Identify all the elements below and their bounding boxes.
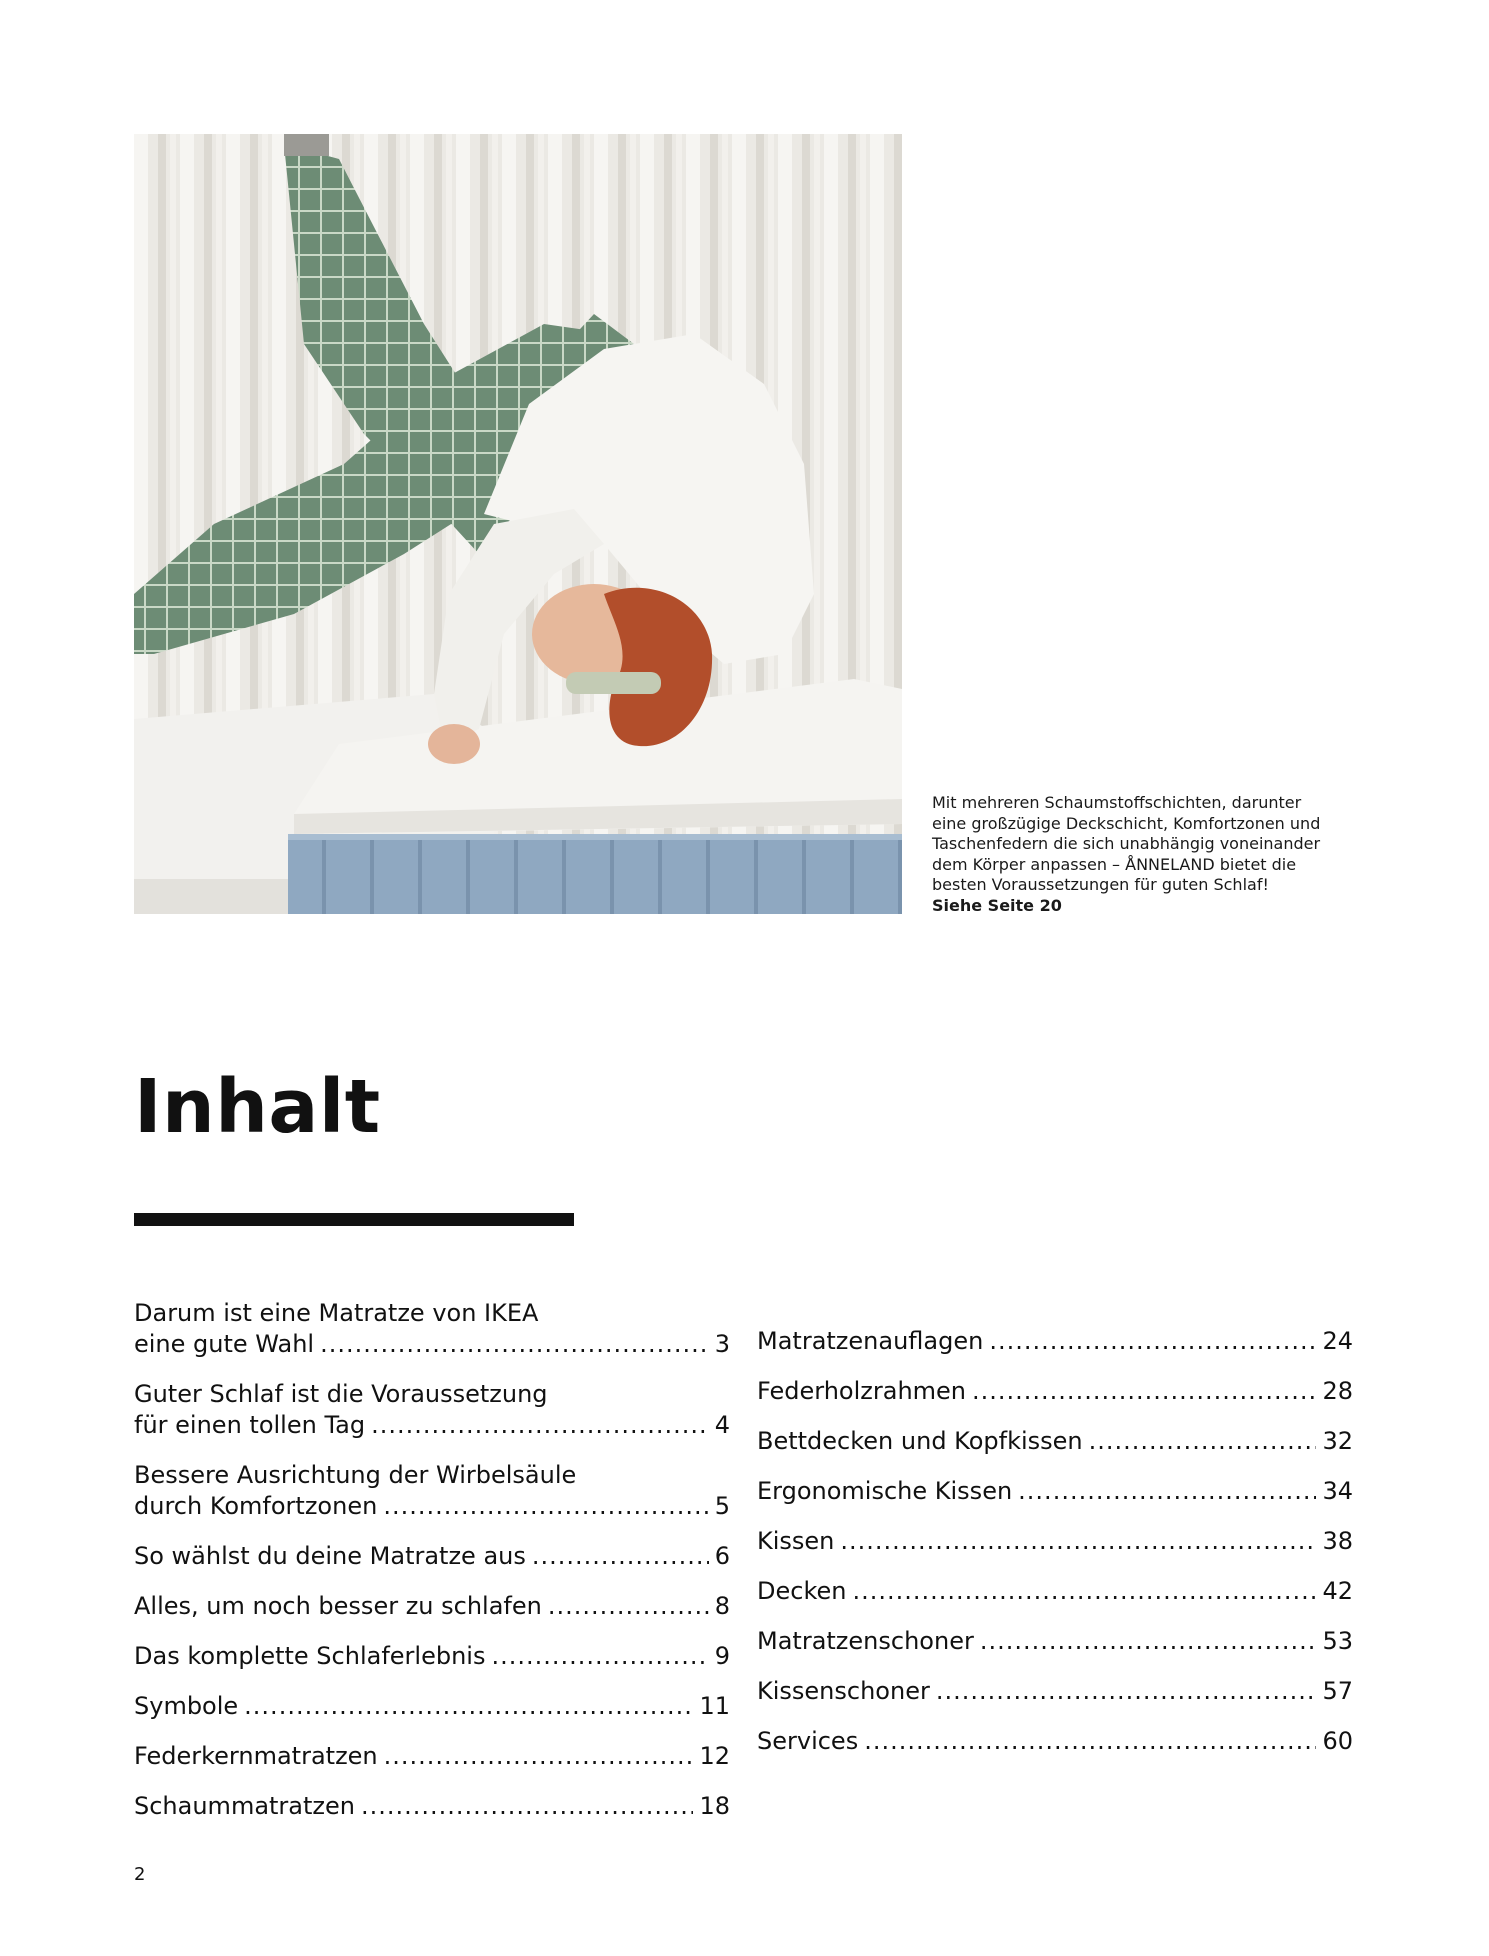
toc-entry-page: 3	[714, 1330, 730, 1358]
toc-entry[interactable]	[134, 1691, 730, 1722]
toc-entry[interactable]	[134, 1791, 730, 1822]
toc-entry-page: 6	[714, 1542, 730, 1570]
toc-entry-label: Matratzenauflagen	[757, 1327, 984, 1355]
toc-entry-label: Kissenschoner	[757, 1677, 930, 1705]
toc-entry-page: 9	[714, 1642, 730, 1670]
toc-leader-dots	[1089, 1426, 1317, 1457]
caption-line: dem Körper anpassen – ÅNNELAND bietet die	[932, 854, 1297, 874]
toc-entry-label: für einen tollen Tag	[134, 1411, 366, 1439]
toc-entry-page: 4	[714, 1411, 730, 1439]
toc-left-column	[134, 1298, 730, 1841]
toc-entry-label: So wählst du deine Matratze aus	[134, 1542, 526, 1570]
toc-leader-dots	[361, 1791, 693, 1822]
toc-entry-page: 24	[1322, 1327, 1353, 1355]
toc-entry[interactable]	[134, 1591, 730, 1622]
toc-entry-page: 28	[1322, 1377, 1353, 1405]
toc-entry[interactable]	[757, 1526, 1353, 1557]
toc-entry-label: Services	[757, 1727, 859, 1755]
toc-entry-label: durch Komfortzonen	[134, 1492, 378, 1520]
toc-leader-dots	[383, 1491, 708, 1522]
toc-entry-label: Das komplette Schlaferlebnis	[134, 1642, 486, 1670]
toc-entry-label-line1: Bessere Ausrichtung der Wirbelsäule	[134, 1461, 577, 1489]
toc-right-column	[757, 1326, 1353, 1776]
toc-entry[interactable]	[134, 1641, 730, 1672]
toc-leader-dots	[972, 1376, 1316, 1407]
toc-entry-label-line1: Darum ist eine Matratze von IKEA	[134, 1299, 539, 1327]
toc-leader-dots	[371, 1410, 709, 1441]
toc-entry[interactable]	[134, 1298, 730, 1360]
toc-entry[interactable]	[757, 1376, 1353, 1407]
toc-entry-label: Bettdecken und Kopfkissen	[757, 1427, 1083, 1455]
toc-leader-dots	[852, 1576, 1316, 1607]
toc-leader-dots	[936, 1676, 1317, 1707]
toc-leader-dots	[244, 1691, 693, 1722]
toc-entry[interactable]	[134, 1741, 730, 1772]
toc-entry-page: 42	[1322, 1577, 1353, 1605]
toc-entry-page: 34	[1322, 1477, 1353, 1505]
toc-entry-page: 8	[714, 1592, 730, 1620]
toc-entry-label: Kissen	[757, 1527, 835, 1555]
toc-entry-page: 60	[1322, 1727, 1353, 1755]
caption-line: besten Voraussetzungen für guten Schlaf!	[932, 875, 1269, 894]
page-number: 2	[134, 1864, 146, 1885]
toc-entry-label: eine gute Wahl	[134, 1330, 315, 1358]
caption-line: Mit mehreren Schaumstoffschichten, darunter	[932, 793, 1302, 812]
toc-entry[interactable]	[757, 1626, 1353, 1657]
toc-leader-dots	[532, 1541, 709, 1572]
toc-entry-page: 32	[1322, 1427, 1353, 1455]
toc-entry-page: 18	[699, 1792, 730, 1820]
caption-page-reference: Siehe Seite 20	[932, 895, 1062, 915]
toc-entry-label: Alles, um noch besser zu schlafen	[134, 1592, 542, 1620]
toc-entry-page: 53	[1322, 1627, 1353, 1655]
toc-entry-label: Schaummatratzen	[134, 1792, 355, 1820]
backbend-on-mattress-illustration	[134, 134, 902, 914]
toc-leader-dots	[1018, 1476, 1316, 1507]
toc-entry-page: 5	[714, 1492, 730, 1520]
toc-entry[interactable]	[134, 1379, 730, 1441]
photo-caption	[932, 793, 1352, 916]
toc-entry-label: Federholzrahmen	[757, 1377, 967, 1405]
toc-entry-page: 57	[1322, 1677, 1353, 1705]
caption-line: Taschenfedern die sich unabhängig voneinander	[932, 834, 1321, 853]
caption-line: eine großzügige Deckschicht, Komfortzonen und	[932, 813, 1321, 833]
hero-photo	[134, 134, 902, 914]
title-underline	[134, 1213, 574, 1226]
toc-entry[interactable]	[757, 1726, 1353, 1757]
toc-entry-label: Symbole	[134, 1692, 239, 1720]
toc-entry-page: 12	[699, 1742, 730, 1770]
toc-entry-page: 11	[699, 1692, 730, 1720]
toc-entry[interactable]	[757, 1476, 1353, 1507]
toc-entry-label: Matratzenschoner	[757, 1627, 974, 1655]
toc-entry[interactable]	[757, 1576, 1353, 1607]
toc-entry[interactable]	[757, 1426, 1353, 1457]
toc-leader-dots	[864, 1726, 1316, 1757]
toc-leader-dots	[980, 1626, 1317, 1657]
toc-entry[interactable]	[134, 1460, 730, 1522]
toc-leader-dots	[548, 1591, 709, 1622]
toc-leader-dots	[840, 1526, 1316, 1557]
toc-entry-page: 38	[1322, 1527, 1353, 1555]
toc-leader-dots	[491, 1641, 708, 1672]
page-title: Inhalt	[134, 1064, 381, 1150]
toc-entry[interactable]	[757, 1326, 1353, 1357]
toc-entry[interactable]	[757, 1676, 1353, 1707]
toc-entry-label-line1: Guter Schlaf ist die Voraussetzung	[134, 1380, 548, 1408]
toc-entry-label: Ergonomische Kissen	[757, 1477, 1013, 1505]
toc-leader-dots	[989, 1326, 1316, 1357]
toc-entry[interactable]	[134, 1541, 730, 1572]
toc-leader-dots	[320, 1329, 709, 1360]
toc-entry-label: Decken	[757, 1577, 847, 1605]
toc-entry-label: Federkernmatratzen	[134, 1742, 378, 1770]
toc-leader-dots	[384, 1741, 694, 1772]
